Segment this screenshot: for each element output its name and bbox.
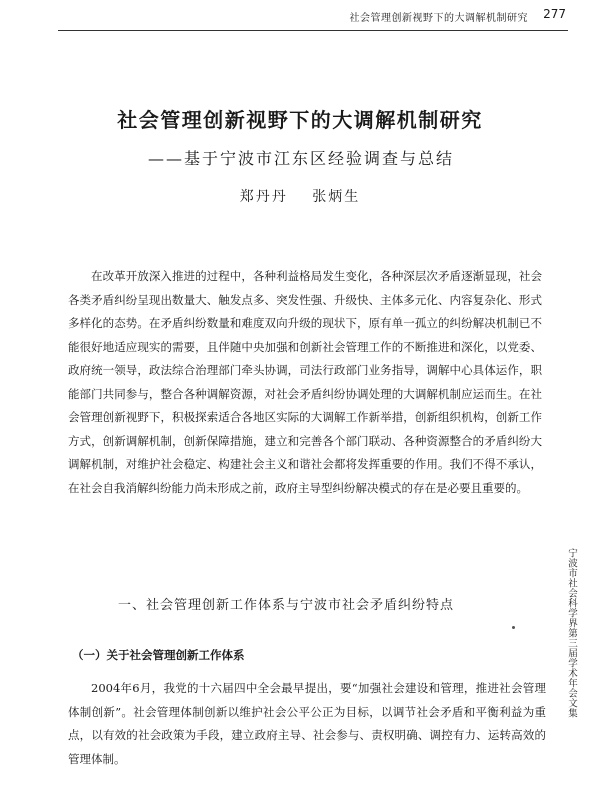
section-heading: 一、社会管理创新工作体系与宁波市社会矛盾纠纷特点 <box>118 598 455 613</box>
running-title: 社会管理创新视野下的大调解机制研究 <box>349 13 528 24</box>
side-note: 宁波市社会科学界第三届学术年会文集 <box>566 548 577 718</box>
abstract-paragraph: 在改革开放深入推进的过程中，各种利益格局发生变化，各种深层次矛盾逐渐显现，社会各类矛盾纠纷呈现出数量大、触发点多、突发性强、升级快、主体多元化、内容复杂化、形式多样化的态势。在矛盾纠纷数量和难度双向升级的现状下，原有单一孤立的纠纷解决机制已不能很好地适应现实的需要，且伴随中央加强和创新社会管理工作的不断推进和深化，以党委、政府统一领导，政法综合治理部门牵头协调，司法行政部门业务指导，调解中心具体运作，职能部门共同参与，整合各种调解资源，对社会矛盾纠纷协调处理的大调解机制应运而生。在社会管理创新视野下，积极探索适合各地区实际的大调解工作新举措，创新组织机构，创新工作方式，创新调解机制，创新保障措施，建立和完善各个部门联动、各种资源整合的矛盾纠纷大调解机制，对维护社会稳定、构建社会主义和谐社会都将发挥重要的作用。我们不得不承认，在社会自我消解纠纷能力尚未形成之前，政府主导型纠纷解决模式的存在是必要且重要的。 <box>68 269 542 495</box>
running-header <box>0 7 600 27</box>
body-paragraph: 2004年6月，我党的十六届四中全会最早提出，要“加强社会建设和管理，推进社会管理体制创新”。社会管理体制创新以维护社会公平公正为目标，以调节社会矛盾和平衡利益为重点，以有效的社会政策为手段，建立政府主导、社会参与、责权明确、调控有力、运转高效的管理体制。 <box>68 681 546 766</box>
dot-mark <box>512 626 515 629</box>
page-number: 277 <box>543 7 566 21</box>
header-rule <box>58 30 568 31</box>
article-subtitle: ——基于宁波市江东区经验调查与总结 <box>148 149 455 168</box>
article-title: 社会管理创新视野下的大调解机制研究 <box>117 108 483 132</box>
subsection-heading: （一）关于社会管理创新工作体系 <box>72 648 245 662</box>
authors: 郑丹丹 张炳生 <box>239 189 361 205</box>
